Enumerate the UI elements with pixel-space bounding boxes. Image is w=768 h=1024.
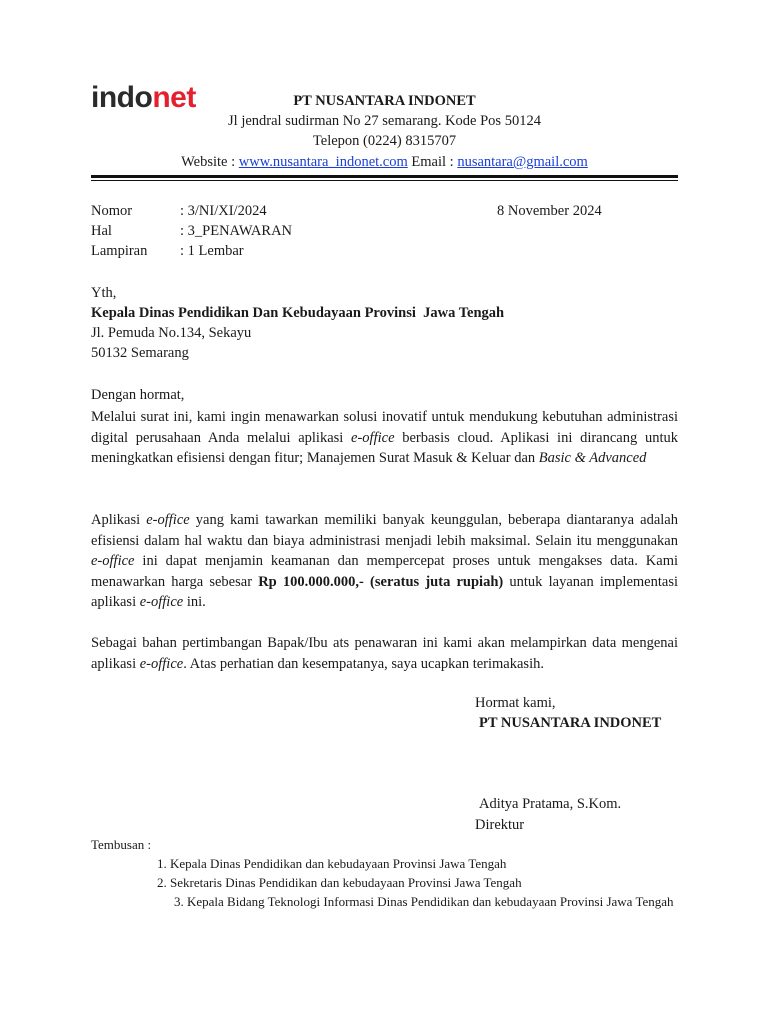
recipient-address-line2: 50132 Semarang xyxy=(91,345,189,361)
logo-text-indo: indo xyxy=(91,81,153,114)
body-paragraph-1: Melalui surat ini, kami ingin menawarkan solusi inovatif untuk mendukung kebutuhan administrasi digital perusahaan Anda melalui aplikasi e-office berbasis cloud. Aplikasi ini dirancang untuk meningkatkan efisiensi dengan fitur; Manajemen Surat Masuk & Keluar dan Basic & Advanced xyxy=(91,409,678,466)
tembusan-item-3: 3. Kepala Bidang Teknologi Informasi Dinas Pendidikan dan kebudayaan Provinsi Jawa Tengah xyxy=(174,894,674,909)
website-link[interactable]: www.nusantara_indonet.com xyxy=(238,154,408,170)
tembusan-label: Tembusan : xyxy=(91,837,152,852)
letterhead-company-name: PT NUSANTARA INDONET xyxy=(293,93,476,109)
letter-date: 8 November 2024 xyxy=(497,203,602,219)
closing-company: PT NUSANTARA INDONET xyxy=(479,715,662,731)
body-paragraph-2: Aplikasi e-office yang kami tawarkan memiliki banyak keunggulan, beberapa diantaranya adalah efisiensi dalam hal waktu dan biaya administrasi menjadi lebih maksimal. Selain itu menggunakan e-office ini dapat menjamin keamanan dan mempercepat proses untuk mengakses data. Kami menawarkan harga sebesar Rp 100.000.000,- (seratus juta rupiah) untuk layanan implementasi aplikasi e-office ini. xyxy=(91,512,678,610)
nomor-value: : 3/NI/XI/2024 xyxy=(180,203,267,219)
letterhead-divider-thin xyxy=(91,180,678,181)
hal-value: : 3_PENAWARAN xyxy=(180,223,293,239)
nomor-label: Nomor xyxy=(91,203,133,219)
lampiran-label: Lampiran xyxy=(91,243,148,259)
recipient-salutation: Yth, xyxy=(91,285,117,301)
website-label: Website : xyxy=(181,154,239,170)
tembusan-item-2: 2. Sekretaris Dinas Pendidikan dan kebudayaan Provinsi Jawa Tengah xyxy=(157,875,522,890)
signer-title: Direktur xyxy=(475,817,525,833)
lampiran-value: : 1 Lembar xyxy=(180,243,244,259)
tembusan-item-1: 1. Kepala Dinas Pendidikan dan kebudayaan Provinsi Jawa Tengah xyxy=(157,856,507,871)
letterhead-address: Jl jendral sudirman No 27 semarang. Kode Pos 50124 xyxy=(228,113,541,129)
signer-name: Aditya Pratama, S.Kom. xyxy=(479,796,622,812)
closing-regards: Hormat kami, xyxy=(475,695,556,711)
email-label: Email : xyxy=(407,154,458,170)
letterhead-contact xyxy=(91,154,678,171)
letterhead-divider-thick xyxy=(91,175,678,178)
hal-label: Hal xyxy=(91,223,112,239)
greeting: Dengan hormat, xyxy=(91,387,185,403)
recipient-address-line1: Jl. Pemuda No.134, Sekayu xyxy=(91,325,252,341)
email-link[interactable]: nusantara@gmail.com xyxy=(457,154,588,170)
letterhead-phone: Telepon (0224) 8315707 xyxy=(312,133,457,149)
recipient-name: Kepala Dinas Pendidikan Dan Kebudayaan Provinsi Jawa Tengah xyxy=(91,305,505,321)
logo-text-net: net xyxy=(152,81,196,114)
body-paragraph-3: Sebagai bahan pertimbangan Bapak/Ibu ats penawaran ini kami akan melampirkan data mengenai aplikasi e-office. Atas perhatian dan kesempatanya, saya ucapkan terimakasih. xyxy=(91,635,678,672)
